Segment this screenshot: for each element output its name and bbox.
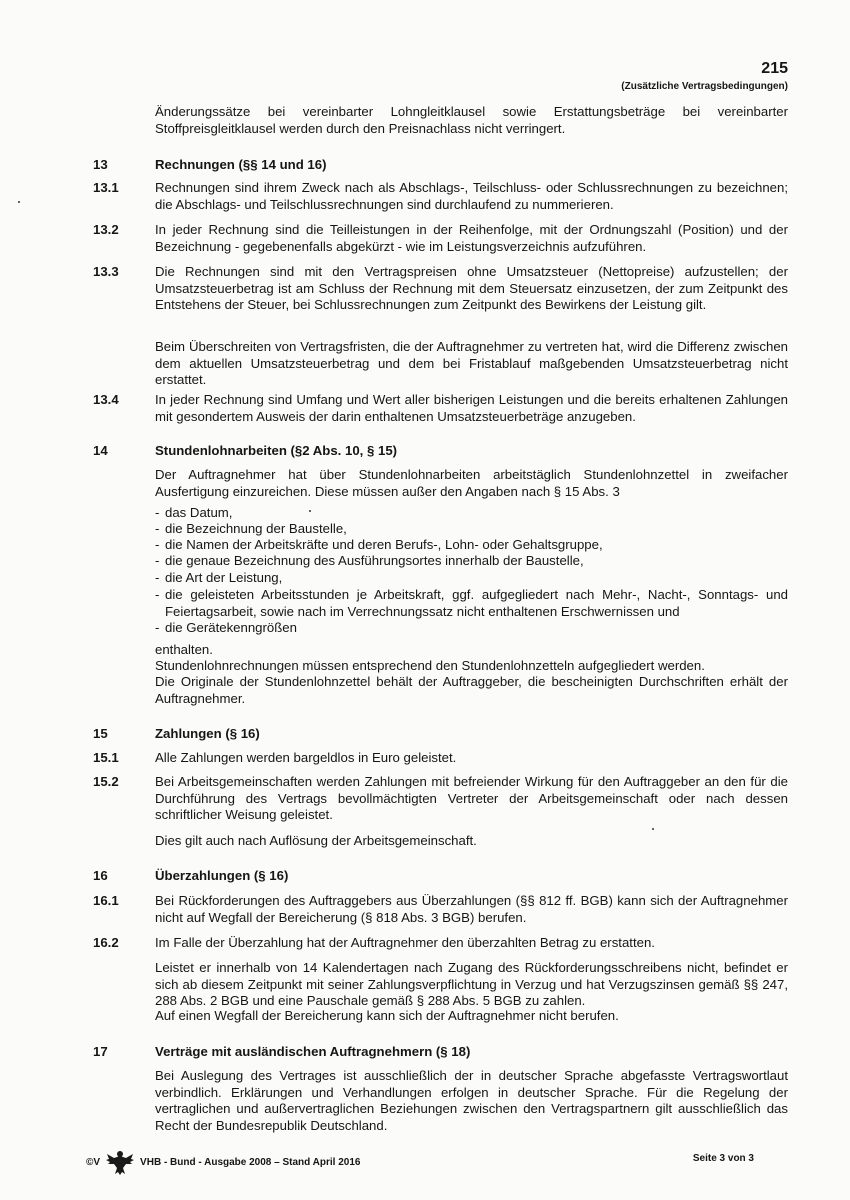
item-16-2-number: 16.2 bbox=[93, 935, 119, 950]
item-13-2-number: 13.2 bbox=[93, 222, 119, 237]
list-item: - die geleisteten Arbeitsstunden je Arbeitskraft, ggf. aufgegliedert nach Mehr-, Nacht-, Sonntags- und Feiertagsarbeit, sowie nach im Verrechnungssatz nicht enthaltenen Erschwernissen und bbox=[155, 587, 788, 619]
item-13-2-text: In jeder Rechnung sind die Teilleistungen in der Reihenfolge, mit der Ordnungszahl (Position) und der Bezeichnung - gegebenenfalls abgekürzt - wie im Leistungsverzeichnis aufzuführen. bbox=[155, 222, 788, 254]
item-13-1-text: Rechnungen sind ihrem Zweck nach als Abschlags-, Teilschluss- oder Schlussrechnungen zu bezeichnen; die Abschlags- und Teilschlussrechnungen sind durchlaufend zu nummerieren. bbox=[155, 180, 788, 212]
section-17-number: 17 bbox=[93, 1044, 108, 1059]
copyright-mark: ©V bbox=[86, 1156, 101, 1168]
item-15-1-text: Alle Zahlungen werden bargeldlos in Euro geleistet. bbox=[155, 750, 457, 765]
item-16-2-text: Im Falle der Überzahlung hat der Auftragnehmer den überzahlten Betrag zu erstatten. bbox=[155, 935, 655, 950]
intro-paragraph: Änderungssätze bei vereinbarter Lohngleitklausel sowie Erstattungsbeträge bei vereinbarter Stoffpreisgleitklausel werden durch den Preisnachlass nicht verringert. bbox=[155, 104, 788, 136]
section-17-text: Bei Auslegung des Vertrages ist ausschließlich der in deutscher Sprache abgefasste Vertragswortlaut verbindlich. Erklärungen und Verhandlungen erfolgen in deutscher Sprache. Für die Regelung der vertraglichen und außervertraglichen Beziehungen zwischen den Vertragspartnern gilt ausschließlich das Recht der Bundesrepublik Deutschland. bbox=[155, 1068, 788, 1133]
section-15-number: 15 bbox=[93, 726, 108, 741]
section-14-text: Der Auftragnehmer hat über Stundenlohnarbeiten arbeitstäglich Stundenlohnzettel in zweifacher Ausfertigung einzureichen. Diese müssen außer den Angaben nach § 15 Abs. 3 bbox=[155, 467, 788, 499]
page-number: 215 bbox=[761, 60, 788, 77]
footer-edition: VHB - Bund - Ausgabe 2008 – Stand April 2016 bbox=[140, 1156, 361, 1168]
item-16-2-text-c: Auf einen Wegfall der Bereicherung kann sich der Auftragnehmer nicht berufen. bbox=[155, 1008, 619, 1023]
section-16-number: 16 bbox=[93, 868, 108, 883]
section-13-number: 13 bbox=[93, 157, 108, 172]
footer-page-count: Seite 3 von 3 bbox=[692, 1153, 754, 1164]
list-item: - die Art der Leistung, bbox=[155, 570, 283, 585]
item-16-2-text-b: Leistet er innerhalb von 14 Kalendertagen nach Zugang des Rückforderungsschreibens nicht, befindet er sich ab diesem Zeitpunkt mit seiner Zahlungsverpflichtung in Verzug und hat Verzugszinsen gemäß §§ 247, 288 Abs. 2 BGB und eine Pauschale gemäß § 288 Abs. 5 BGB zu zahlen. bbox=[155, 960, 788, 1008]
scan-speck bbox=[18, 201, 20, 203]
section-17-title: Verträge mit ausländischen Auftragnehmern (§ 18) bbox=[155, 1044, 471, 1059]
item-16-1-number: 16.1 bbox=[93, 893, 119, 908]
section-14-title: Stundenlohnarbeiten (§2 Abs. 10, § 15) bbox=[155, 443, 398, 458]
item-13-4-text: In jeder Rechnung sind Umfang und Wert aller bisherigen Leistungen und die bereits erhaltenen Zahlungen mit gesondertem Ausweis der darin enthaltenen Umsatzsteuerbeträge anzugeben. bbox=[155, 392, 788, 424]
section-15-title: Zahlungen (§ 16) bbox=[155, 726, 260, 741]
scan-speck bbox=[652, 828, 654, 830]
item-13-3-text-b: Beim Überschreiten von Vertragsfristen, die der Auftragnehmer zu vertreten hat, wird die Differenz zwischen dem aktuellen Umsatzsteuerbetrag und dem bei Fristablauf maßgebenden Umsatzsteuerbetrag nicht erstattet. bbox=[155, 339, 788, 387]
section-14-enthalten: enthalten. bbox=[155, 642, 213, 657]
item-13-1-number: 13.1 bbox=[93, 180, 119, 195]
item-15-2-text: Bei Arbeitsgemeinschaften werden Zahlungen mit befreiender Wirkung für den Auftraggeber an den für die Durchführung des Vertrags bevollmächtigten Vertreter der Arbeitsgemeinschaft oder nach dessen schriftlicher Weisung geleistet. bbox=[155, 774, 788, 822]
section-14-text-c: Die Originale der Stundenlohnzettel behält der Auftraggeber, die bescheinigten Durchschriften erhält der Auftragnehmer. bbox=[155, 674, 788, 706]
list-item: - die Bezeichnung der Baustelle, bbox=[155, 521, 347, 536]
item-15-2-text-b: Dies gilt auch nach Auflösung der Arbeitsgemeinschaft. bbox=[155, 833, 477, 848]
item-15-2-number: 15.2 bbox=[93, 774, 119, 789]
section-14-text-b: Stundenlohnrechnungen müssen entsprechend den Stundenlohnzetteln aufgegliedert werden. bbox=[155, 658, 705, 673]
footer-source bbox=[86, 1148, 360, 1176]
item-13-4-number: 13.4 bbox=[93, 392, 119, 407]
item-13-3-number: 13.3 bbox=[93, 264, 119, 279]
item-16-1-text: Bei Rückforderungen des Auftraggebers aus Überzahlungen (§§ 812 ff. BGB) kann sich der Auftragnehmer nicht auf Wegfall der Bereicherung (§ 818 Abs. 3 BGB) berufen. bbox=[155, 893, 788, 925]
list-item: - die Gerätekenngrößen bbox=[155, 620, 297, 635]
federal-eagle-icon bbox=[104, 1148, 136, 1176]
item-13-3-text: Die Rechnungen sind mit den Vertragspreisen ohne Umsatzsteuer (Nettopreise) aufzustellen; der Umsatzsteuerbetrag ist am Schluss der Rechnung mit dem Steuersatz einzusetzen, der zum Zeitpunkt des Entstehens der Steuer, bei Schlussrechnungen zum Zeitpunkt des Bewirkens der Leistung gilt. bbox=[155, 264, 788, 312]
list-item: - die Namen der Arbeitskräfte und deren Berufs-, Lohn- oder Gehaltsgruppe, bbox=[155, 537, 603, 552]
section-16-title: Überzahlungen (§ 16) bbox=[155, 868, 289, 883]
scan-speck bbox=[309, 510, 311, 512]
item-15-1-number: 15.1 bbox=[93, 750, 119, 765]
list-item: - das Datum, bbox=[155, 505, 233, 520]
section-14-number: 14 bbox=[93, 443, 108, 458]
section-13-title: Rechnungen (§§ 14 und 16) bbox=[155, 157, 327, 172]
page-subtitle: (Zusätzliche Vertragsbedingungen) bbox=[621, 81, 788, 92]
list-item: - die genaue Bezeichnung des Ausführungsortes innerhalb der Baustelle, bbox=[155, 553, 584, 568]
